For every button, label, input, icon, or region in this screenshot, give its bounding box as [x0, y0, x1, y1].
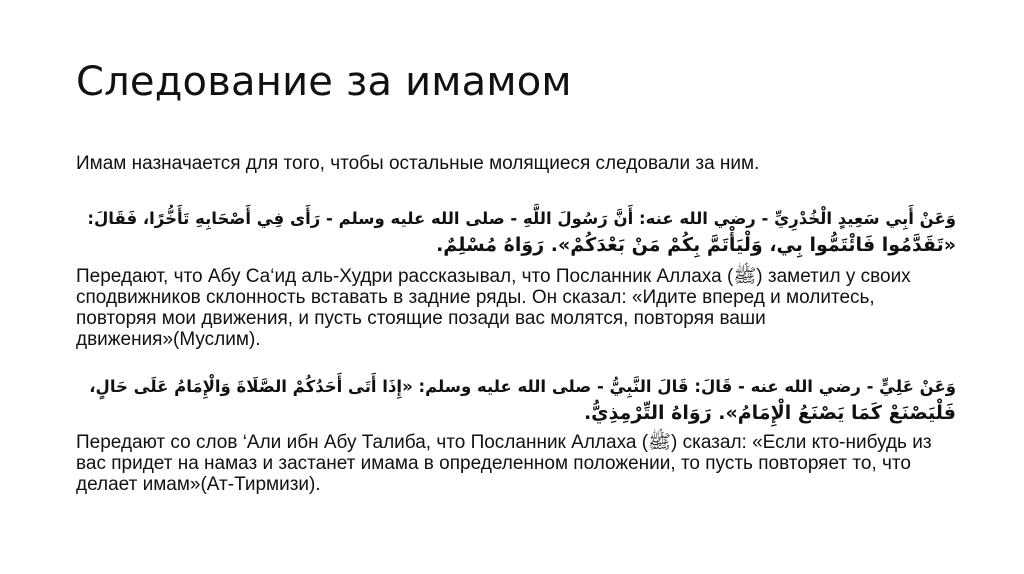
- hadith-1-translation-line: Передают, что Абу Са‘ид аль-Худри рассказывал, что Посланник Аллаха (ﷺ) заметил у своих: [76, 266, 911, 287]
- hadith-2-translation: [76, 432, 956, 495]
- hadith-2-arabic-line: فَلْيَصْنَعْ كَمَا يَصْنَعُ الْإِمَامُ». رَوَاهُ التِّرْمِذِيُّ.: [583, 402, 956, 424]
- hadith-2-translation-line: Передают со слов ‘Али ибн Абу Талиба, что Посланник Аллаха (ﷺ) сказал: «Если кто-нибудь из: [76, 432, 932, 453]
- hadith-1-arabic: [76, 206, 956, 258]
- slide-title: Следование за имамом: [76, 59, 572, 105]
- hadith-2-arabic: [76, 374, 956, 426]
- hadith-1-translation-line: сподвижников склонность вставать в задние ряды. Он сказал: «Идите вперед и молитесь,: [76, 287, 875, 308]
- hadith-1-translation-line: повторяя мои движения, и пусть стоящие позади вас молятся, повторяя ваши: [76, 308, 766, 329]
- intro-text: Имам назначается для того, чтобы остальные молящиеся следовали за ним.: [76, 153, 760, 174]
- hadith-1-arabic-line: «تَقَدَّمُوا فَائْتَمُّوا بِي، وَلْيَأْتَمَّ بِكُمْ مَنْ بَعْدَكُمْ». رَوَاهُ مُسْلِمٌ.: [436, 234, 956, 256]
- hadith-2-translation-line: вас придет на намаз и застанет имама в определенном положении, то пусть повторяет то, что: [76, 453, 911, 474]
- hadith-2-arabic-line: وَعَنْ عَلِيٍّ - رضي الله عنه - قَالَ: قَالَ النَّبِيُّ - صلى الله عليه وسلم: «إِذَا أَتَى أَحَدُكُمْ الصَّلَاةَ وَالْإِمَامُ عَلَى حَالٍ،: [89, 377, 956, 396]
- hadith-1-arabic-line: وَعَنْ أَبِي سَعِيدٍ الْخُدْرِيِّ - رضي الله عنه: أَنَّ رَسُولَ اللَّهِ - صلى الله عليه وسلم - رَأَى فِي أَصْحَابِهِ تَأَخُّرًا، فَقَالَ:: [87, 209, 956, 228]
- hadith-2-translation-line: делает имам»(Ат-Тирмизи).: [76, 474, 321, 495]
- hadith-1-translation: [76, 266, 956, 350]
- hadith-1-translation-line: движения»(Муслим).: [76, 329, 261, 350]
